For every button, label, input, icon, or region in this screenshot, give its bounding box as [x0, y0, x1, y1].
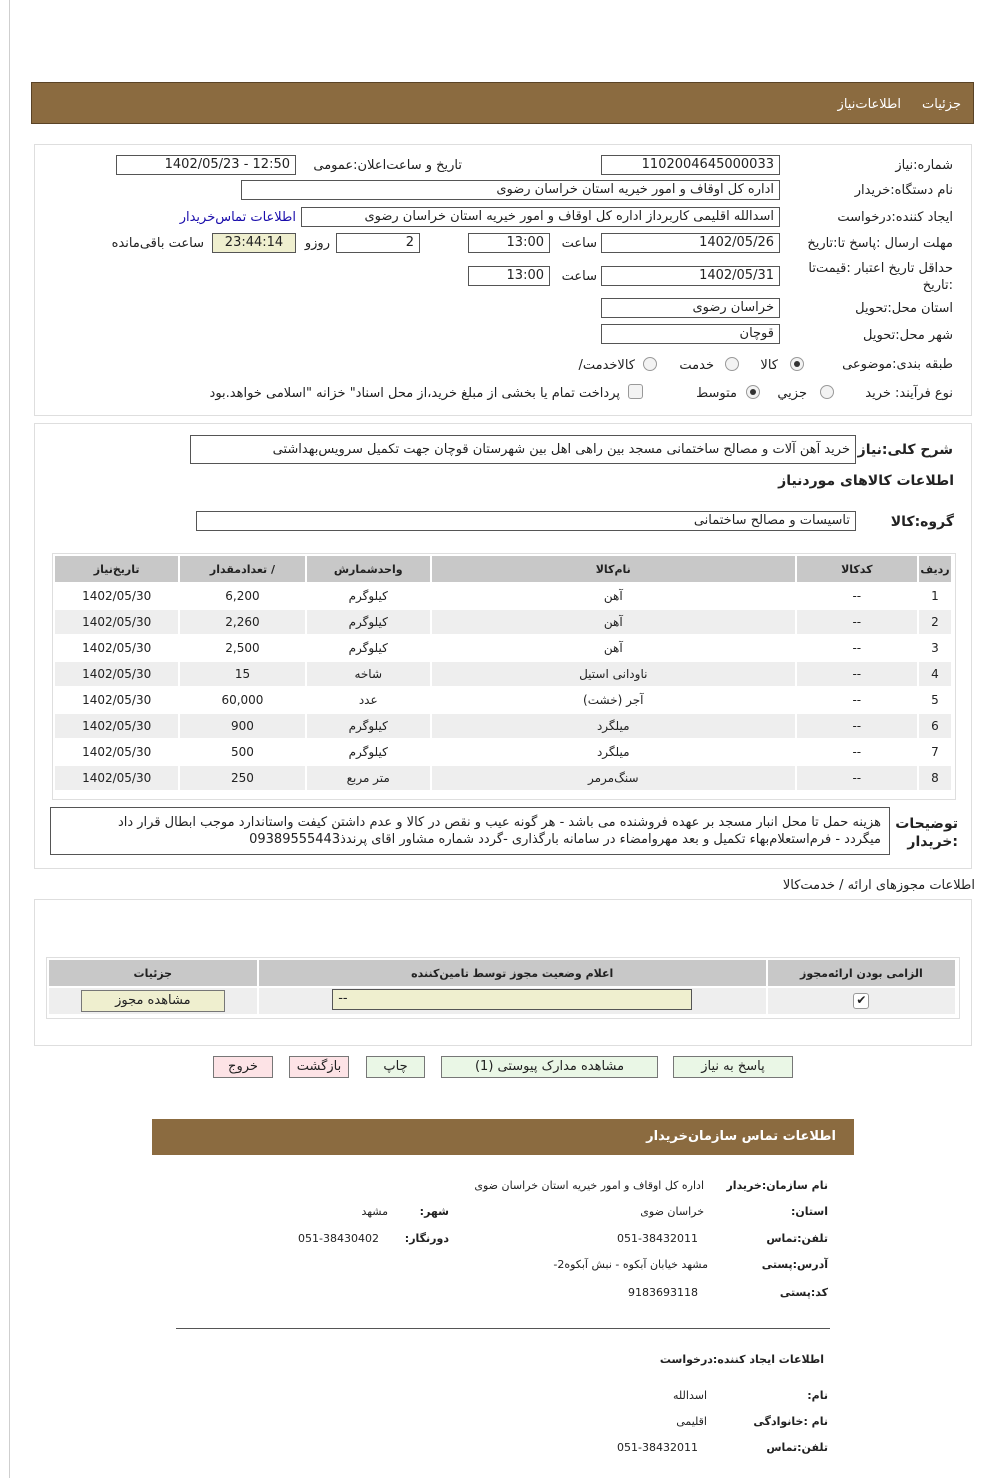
col-header-code: کدکالا — [797, 556, 917, 582]
cell-qty: 500 — [180, 740, 304, 764]
cell-name: آهن — [432, 636, 795, 660]
col-header-qty: / تعدادمقدار — [180, 556, 304, 582]
validity-time-field[interactable]: 13:00 — [468, 266, 550, 286]
cell-code: -- — [797, 636, 917, 660]
summary-label: شرح کلی:نیاز — [857, 442, 953, 458]
cell-date: 1402/05/30 — [55, 766, 178, 790]
cell-date: 1402/05/30 — [55, 610, 178, 634]
creator-name-value: اسدالله — [673, 1389, 707, 1402]
creator-family-value: اقلیمی — [676, 1415, 707, 1428]
reply-button[interactable]: پاسخ به نیاز — [673, 1056, 793, 1078]
cell-qty: 6,200 — [180, 584, 304, 608]
cell-qty: 2,500 — [180, 636, 304, 660]
cell-row: 5 — [919, 688, 951, 712]
cell-unit: شاخه — [307, 662, 430, 686]
cell-unit: کیلوگرم — [307, 584, 430, 608]
cell-row: 7 — [919, 740, 951, 764]
permits-table-frame — [46, 957, 960, 1019]
category-radio-goods[interactable] — [790, 357, 804, 371]
creator-phone-label: تلفن:تماس — [766, 1441, 828, 1454]
send-deadline-time-label: ساعت — [561, 236, 597, 251]
contact-city-value: مشهد — [361, 1205, 388, 1218]
contact-city-label: :شهر — [419, 1205, 449, 1218]
contact-fax-label: :دورنگار — [404, 1232, 449, 1245]
creator-label: ایجاد کننده:درخواست — [837, 210, 953, 225]
city-field[interactable]: قوچان — [601, 324, 780, 344]
validity-date-field[interactable]: 1402/05/31 — [601, 266, 780, 286]
cell-code: -- — [797, 766, 917, 790]
table-row — [55, 662, 951, 686]
exit-button[interactable]: خروج — [213, 1056, 273, 1078]
province-label: استان محل:تحویل — [855, 301, 953, 316]
cell-qty: 15 — [180, 662, 304, 686]
cell-row: 8 — [919, 766, 951, 790]
cell-code: -- — [797, 662, 917, 686]
goods-info-title: اطلاعات کالاهای مورد‌نیاز — [778, 473, 954, 489]
cell-name: میلگرد — [432, 714, 795, 738]
cell-row: 4 — [919, 662, 951, 686]
process-radio-medium[interactable] — [746, 385, 760, 399]
permit-status-field[interactable]: -- — [332, 989, 692, 1010]
creator-name-label: :نام — [807, 1389, 828, 1402]
cell-row: 2 — [919, 610, 951, 634]
cell-date: 1402/05/30 — [55, 584, 178, 608]
cell-code: -- — [797, 740, 917, 764]
announce-label: تاریخ و ساعت‌اعلان:عمومی — [313, 158, 462, 173]
group-label: گروه:کالا — [890, 514, 954, 530]
category-option-goods: کالا — [760, 358, 778, 373]
back-button[interactable]: بازگشت — [289, 1056, 349, 1078]
days-field[interactable]: 2 — [336, 233, 420, 253]
cell-qty: 900 — [180, 714, 304, 738]
cell-qty: 2,260 — [180, 610, 304, 634]
contact-title: اطلاعات تماس سازمان‌خریدار — [646, 1129, 836, 1144]
cell-name: سنگ‌مرمر — [432, 766, 795, 790]
view-permit-button[interactable]: مشاهده مجوز — [81, 990, 225, 1012]
permit-header-details: جزئیات — [49, 960, 257, 986]
permit-header-required: الزامی بودن ارائه‌مجوز — [768, 960, 955, 986]
cell-name: آهن — [432, 584, 795, 608]
cell-date: 1402/05/30 — [55, 662, 178, 686]
checkmark-icon[interactable]: ✔ — [853, 993, 869, 1009]
contact-province-value: خراسان ضوی — [640, 1205, 704, 1218]
need-number-field[interactable]: 1102004645000033 — [601, 155, 780, 175]
creator-info-title: اطلاعات ایجاد کننده:درخواست — [659, 1353, 824, 1366]
table-row — [55, 688, 951, 712]
category-label: طبقه بندی:موضوعی — [842, 357, 953, 372]
cell-date: 1402/05/30 — [55, 740, 178, 764]
creator-field[interactable]: اسدالله اقلیمی کاربرداز اداره کل اوقاف و امور خیریه استان خراسان رضوی — [301, 207, 780, 227]
cell-code: -- — [797, 610, 917, 634]
cell-date: 1402/05/30 — [55, 688, 178, 712]
process-option-minor: جزیي — [777, 386, 807, 401]
group-field[interactable]: تاسیسات و مصالح ساختمانی — [196, 511, 856, 531]
table-row — [55, 636, 951, 660]
table-row — [55, 766, 951, 790]
cell-date: 1402/05/30 — [55, 636, 178, 660]
buyer-notes-label: توضیحات :خریدار — [895, 816, 958, 850]
summary-field[interactable]: خرید آهن آلات و مصالح ساختمانی مسجد بین راهی اهل بین شهرستان قوچان جهت تکمیل سرویس‌بهداشتی — [190, 435, 856, 464]
cell-name: میلگرد — [432, 740, 795, 764]
city-label: شهر محل:تحویل — [863, 328, 953, 343]
cell-unit: کیلوگرم — [307, 714, 430, 738]
category-radio-service[interactable] — [725, 357, 739, 371]
cell-name: ناودانی استیل — [432, 662, 795, 686]
payment-checkbox[interactable] — [628, 384, 643, 399]
validity-time-label: ساعت — [561, 269, 597, 284]
cell-unit: کیلوگرم — [307, 610, 430, 634]
page-title-bar — [31, 82, 974, 124]
permit-header-status: اعلام وضعیت مجوز توسط تامین‌کننده — [259, 960, 766, 986]
cell-row: 3 — [919, 636, 951, 660]
cell-qty: 60,000 — [180, 688, 304, 712]
contact-phone-label: تلفن:تماس — [766, 1232, 828, 1245]
remaining-time-label: ساعت باقی‌مانده — [111, 236, 204, 251]
cell-unit: عدد — [307, 688, 430, 712]
cell-row: 1 — [919, 584, 951, 608]
cell-unit: متر مربع — [307, 766, 430, 790]
title-main: اطلاعات‌نیاز — [837, 97, 901, 112]
cell-unit: کیلوگرم — [307, 636, 430, 660]
remaining-time-field: 23:44:14 — [212, 233, 296, 253]
contact-org-label: نام سازمان:خریدار — [726, 1179, 828, 1192]
announce-field[interactable]: 1402/05/23 - 12:50 — [116, 155, 296, 175]
category-option-service: خدمت — [679, 358, 714, 373]
col-header-row: ردیف — [919, 556, 951, 582]
process-option-medium: متوسط — [696, 386, 737, 401]
table-row — [55, 584, 951, 608]
col-header-unit: واحدشمارش — [307, 556, 430, 582]
category-radio-goods-service[interactable] — [643, 357, 657, 371]
cell-name: آجر (خشت) — [432, 688, 795, 712]
buyer-notes-box — [50, 807, 890, 855]
permit-status-cell — [259, 988, 766, 1014]
contact-address-value: -مشهد خیابان آبکوه - نبش آبکوه2 — [553, 1258, 708, 1271]
cell-code: -- — [797, 688, 917, 712]
col-header-date: تاریخ‌نیاز — [55, 556, 178, 582]
cell-code: -- — [797, 584, 917, 608]
send-deadline-time-field[interactable]: 13:00 — [468, 233, 550, 253]
creator-family-label: نام :خانوادگی — [753, 1415, 828, 1428]
need-number-label: شماره:نیاز — [895, 158, 953, 173]
contact-title-bar — [152, 1119, 854, 1155]
process-label: نوع فرآیند: خرید — [865, 386, 953, 401]
validity-label: حداقل تاریخ اعتبار :قیمت‌تا :تاریخ — [808, 261, 953, 293]
buyer-contact-link[interactable]: اطلاعات تماس‌خریدار — [179, 210, 296, 225]
table-row — [55, 714, 951, 738]
category-option-goods-service: /کالاخدمت — [578, 358, 635, 373]
buyer-notes-line1: هزینه حمل تا محل انبار مسجد بر عهده فروشنده می باشد - هر گونه عیب و نقص در کالا و عدم داشتن کیفت واستاندارد موجب ابطال قرار داد — [117, 815, 881, 830]
attachments-button[interactable]: مشاهده مدارک پیوستی (1) — [441, 1056, 658, 1078]
payment-note: پرداخت تمام یا بخشی از مبلغ خرید،از محل اسناد" خزانه "اسلامی خواهد.بود — [209, 386, 620, 401]
table-row — [55, 740, 951, 764]
permit-details-cell — [49, 988, 257, 1014]
days-label: روزو — [304, 236, 330, 251]
send-deadline-label: مهلت ارسال :پاسخ تا:تاریخ — [807, 236, 953, 251]
contact-postal-label: کد:پستی — [779, 1286, 828, 1299]
print-button[interactable]: چاپ — [366, 1056, 425, 1078]
title-sub: جزئیات — [922, 97, 961, 112]
col-header-name: نام‌کالا — [432, 556, 795, 582]
contact-phone-value: 051-38432011 — [617, 1232, 698, 1245]
permit-required-cell — [768, 988, 955, 1014]
process-radio-minor[interactable] — [820, 385, 834, 399]
table-row — [49, 988, 955, 1014]
table-row — [55, 610, 951, 634]
send-deadline-date-field[interactable]: 1402/05/26 — [601, 233, 780, 253]
contact-fax-value: 051-38430402 — [298, 1232, 379, 1245]
cell-unit: کیلوگرم — [307, 740, 430, 764]
province-field[interactable]: خراسان رضوی — [601, 298, 780, 318]
contact-divider — [176, 1328, 830, 1329]
contact-address-label: آدرس:پستی — [761, 1258, 828, 1271]
cell-code: -- — [797, 714, 917, 738]
buyer-org-label: نام دستگاه:خریدار — [854, 183, 953, 198]
buyer-notes-line2: میگردد - فرم‌استعلام‌بهاء تکمیل و بعد مهروامضاء در سامانه بارگذاری -گردد شماره مشاور اقای پرندذ09389555443 — [249, 832, 881, 847]
cell-qty: 250 — [180, 766, 304, 790]
cell-row: 6 — [919, 714, 951, 738]
items-table-frame — [52, 553, 956, 800]
cell-name: آهن — [432, 610, 795, 634]
contact-postal-value: 9183693118 — [628, 1286, 698, 1299]
buyer-org-field[interactable]: اداره کل اوقاف و امور خیریه استان خراسان رضوی — [241, 180, 780, 200]
contact-org-value: اداره کل اوقاف و امور خیریه استان خراسان ضوی — [474, 1179, 704, 1192]
contact-province-label: :استان — [790, 1205, 828, 1218]
items-table — [53, 554, 953, 792]
cell-date: 1402/05/30 — [55, 714, 178, 738]
permits-table — [47, 958, 957, 1016]
creator-phone-value: 051-38432011 — [617, 1441, 698, 1454]
permits-title: اطلاعات مجوزهای ارائه / خدمت‌کالا — [782, 878, 975, 893]
left-border-line — [9, 0, 10, 1478]
